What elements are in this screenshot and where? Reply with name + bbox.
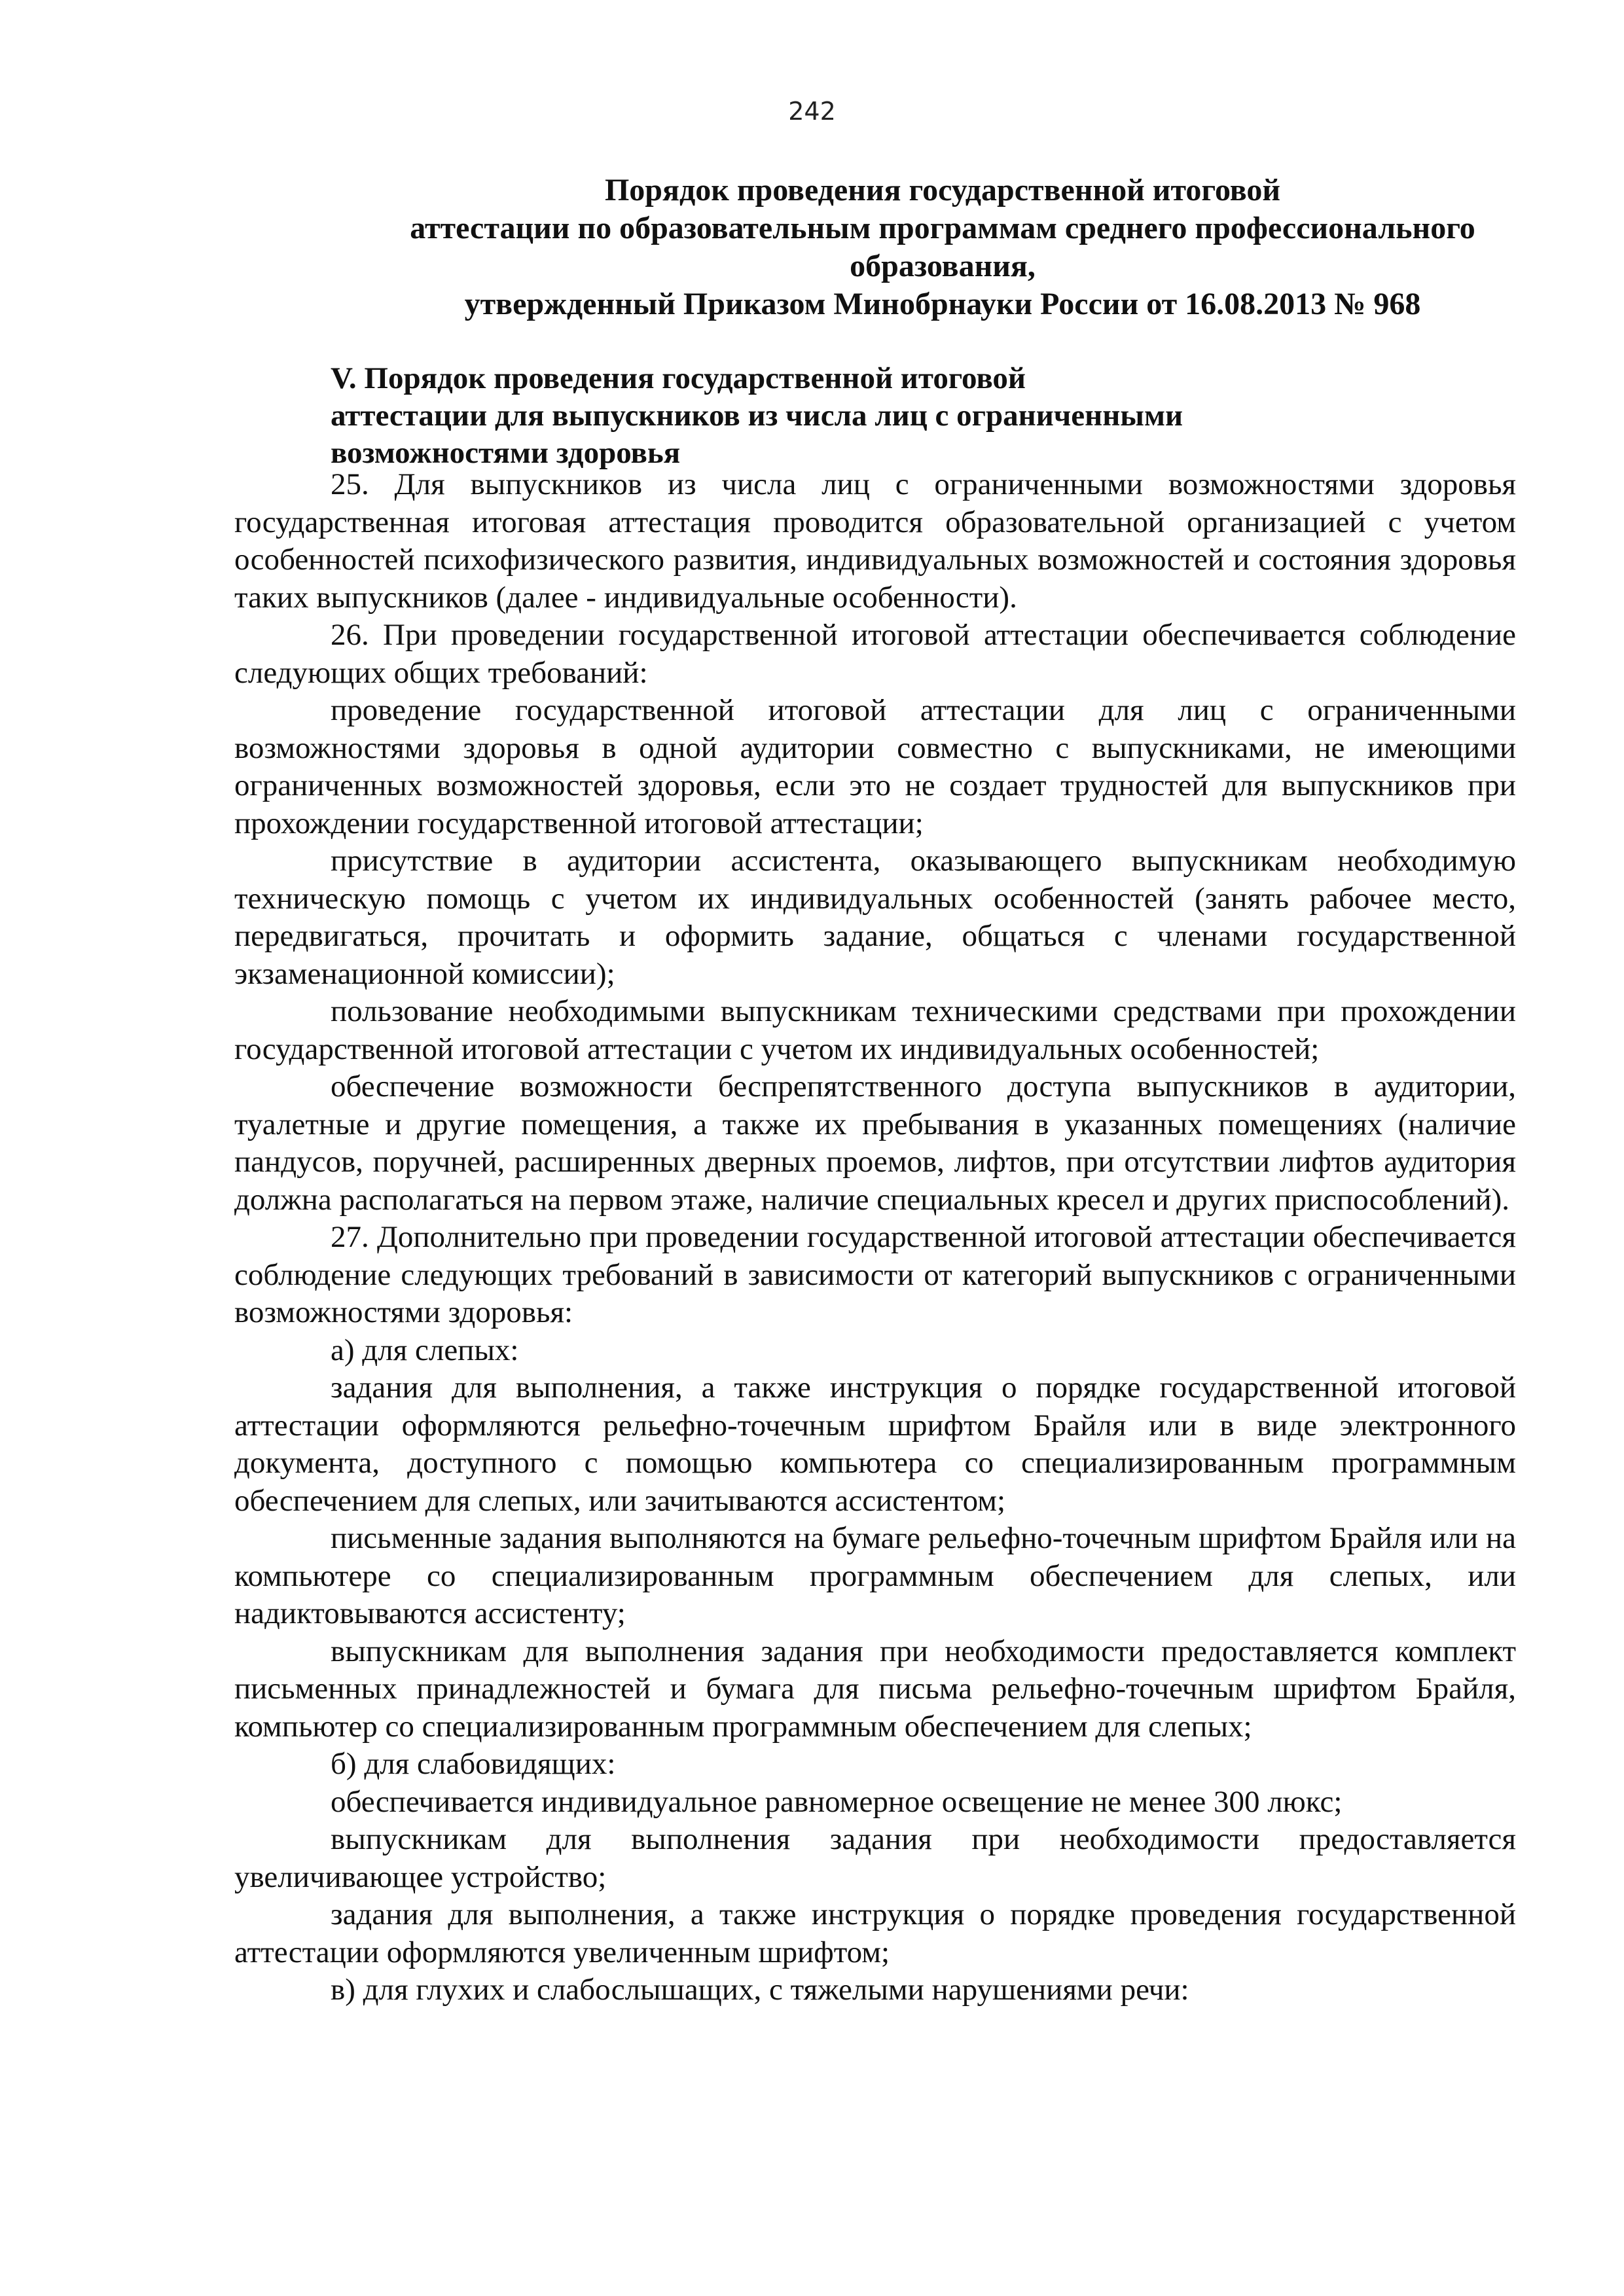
requirement-item: обеспечение возможности беспрепятственного доступа выпускников в аудитории, туалетные и другие помещения, а также их пребывания в указанных помещениях (наличие пандусов, поручней, расширенных дверных проемов, лифтов, при отсутствии лифтов аудитория должна располагаться на первом этаже, наличие специальных кресел и других приспособлений). bbox=[234, 1069, 1516, 1217]
requirement-item: присутствие в аудитории ассистента, оказывающего выпускникам необходимую техническую помощь с учетом их индивидуальных особенностей (занять рабочее место, передвигаться, прочитать и оформить задание, общаться с членами государственной экзаменационной комиссии); bbox=[234, 844, 1516, 991]
requirement-item: выпускникам для выполнения задания при необходимости предоставляется увеличивающее устройство; bbox=[234, 1822, 1516, 1894]
paragraph-27: 27. Дополнительно при проведении государственной итоговой аттестации обеспечивается соблюдение следующих требований в зависимости от категорий выпускников с ограниченными возможностями здоровья: bbox=[234, 1220, 1516, 1329]
title-line: Порядок проведения государственной итоговой bbox=[604, 173, 1281, 207]
requirement-item: задания для выполнения, а также инструкция о порядке проведения государственной аттестации оформляются увеличенным шрифтом; bbox=[234, 1897, 1516, 1969]
section-heading-line: возможностями здоровья bbox=[331, 436, 681, 470]
paragraph-25: 25. Для выпускников из числа лиц с ограниченными возможностями здоровья государственная итоговая аттестация проводится образовательной организацией с учетом особенностей психофизического развития, индивидуальных возможностей и состояния здоровья таких выпускников (далее - индивидуальные особенности). bbox=[234, 467, 1516, 615]
requirement-item: обеспечивается индивидуальное равномерное освещение не менее 300 люкс; bbox=[331, 1784, 1343, 1819]
title-line: утвержденный Приказом Минобрнауки России от 16.08.2013 № 968 bbox=[464, 287, 1421, 321]
document-body bbox=[234, 466, 1516, 2009]
category-heading-visually-impaired: б) для слабовидящих: bbox=[331, 1747, 616, 1781]
category-heading-blind: а) для слепых: bbox=[331, 1333, 519, 1367]
page-number: 242 bbox=[788, 97, 836, 126]
paragraph-26: 26. При проведении государственной итоговой аттестации обеспечивается соблюдение следующих общих требований: bbox=[234, 618, 1516, 690]
category-heading-deaf: в) для глухих и слабослышащих, с тяжелыми нарушениями речи: bbox=[331, 1973, 1189, 2007]
requirement-item: пользование необходимыми выпускникам техническими средствами при прохождении государственной итоговой аттестации с учетом их индивидуальных особенностей; bbox=[234, 994, 1516, 1066]
title-line: аттестации по образовательным программам среднего профессионального bbox=[410, 211, 1475, 245]
requirement-item: задания для выполнения, а также инструкция о порядке государственной итоговой аттестации оформляются рельефно-точечным шрифтом Брайля или в виде электронного документа, доступного с помощью компьютера со специализированным программным обеспечением для слепых, или зачитываются ассистентом; bbox=[234, 1371, 1516, 1518]
requirement-item: выпускникам для выполнения задания при необходимости предоставляется комплект письменных принадлежностей и бумага для письма рельефно-точечным шрифтом Брайля, компьютер со специализированным программным обеспечением для слепых; bbox=[234, 1634, 1516, 1744]
title-line: образования, bbox=[850, 249, 1036, 283]
section-heading-line: аттестации для выпускников из числа лиц с ограниченными bbox=[331, 399, 1183, 433]
requirement-item: проведение государственной итоговой аттестации для лиц с ограниченными возможностями здоровья в одной аудитории совместно с выпускниками, не имеющими ограниченных возможностей здоровья, если это не создает трудностей для выпускников при прохождении государственной итоговой аттестации; bbox=[234, 693, 1516, 840]
document-title bbox=[223, 171, 1624, 323]
section-heading-line: V. Порядок проведения государственной итоговой bbox=[331, 361, 1026, 395]
section-heading bbox=[331, 360, 1509, 472]
requirement-item: письменные задания выполняются на бумаге рельефно-точечным шрифтом Брайля или на компьютере со специализированным программным обеспечением для слепых, или надиктовываются ассистенту; bbox=[234, 1521, 1516, 1630]
